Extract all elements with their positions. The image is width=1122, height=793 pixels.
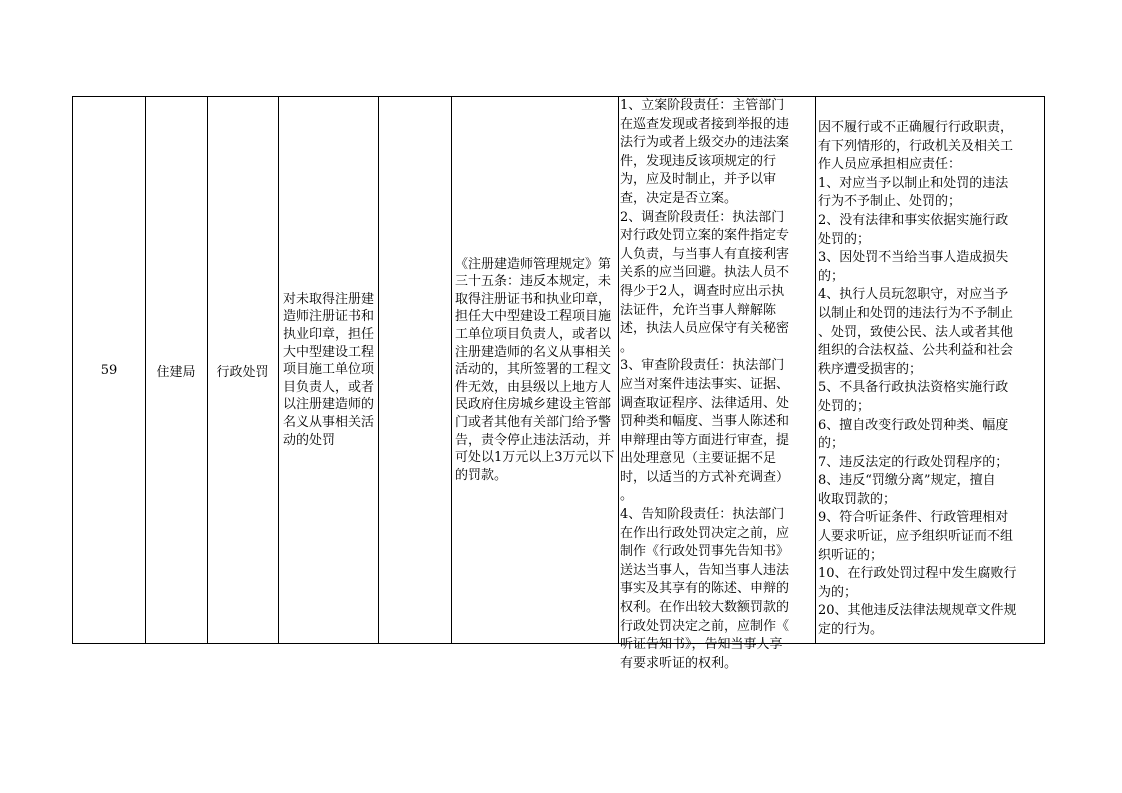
accountability-line: 、处罚，致使公民、法人或者其他 <box>818 324 1014 340</box>
accountability-line: 2、没有法律和事实依据实施行政 <box>818 212 1009 228</box>
responsibility-line: 送达当事人，告知当事人违法 <box>620 562 790 578</box>
accountability-line: 9、符合听证条件、行政管理相对 <box>818 510 1009 526</box>
accountability-line: 为的； <box>818 584 858 600</box>
responsibility-line: 在作出行政处罚决定之前，应 <box>620 525 790 541</box>
accountability-line: 处罚的； <box>818 231 871 247</box>
responsibility-line: 人负责，与当事人有直接利害 <box>620 246 790 262</box>
responsibility-line: 1、立案阶段责任：主管部门 <box>620 98 785 113</box>
responsibility-line: 得少于2人，调查时应出示执 <box>620 283 785 299</box>
accountability-line: 作人员应承担相应责任： <box>818 157 962 173</box>
responsibility-line: 。 <box>620 339 634 355</box>
responsibility-line: 2、调查阶段责任：执法部门 <box>620 209 785 225</box>
responsibility-line: 时，以适当的方式补充调查） <box>620 469 790 485</box>
responsibility-line: 事实及其享有的陈述、申辩的 <box>620 581 790 597</box>
accountability-line: 以制止和处罚的违法行为不予制止 <box>818 305 1014 321</box>
accountability-line: 收取罚款的； <box>818 491 897 507</box>
responsibility-line: 为，应及时制止，并予以审 <box>620 172 777 188</box>
responsibility-line: 应当对案件违法事实、证据、 <box>620 376 790 392</box>
responsibility-line: 罚种类和幅度、当事人陈述和 <box>620 414 790 430</box>
cell-department <box>145 97 207 643</box>
responsibility-line: 有要求听证的权利。 <box>620 655 738 671</box>
accountability-line: 秩序遭受损害的； <box>818 361 923 377</box>
accountability-line: 10、在行政处罚过程中发生腐败行 <box>818 566 1017 582</box>
row-number: 59 <box>100 362 118 378</box>
responsibility-line: 法证件，允许当事人辩解陈 <box>620 302 777 318</box>
responsibility-line: 法行为或者上级交办的违法案 <box>620 135 790 151</box>
cell-responsibility <box>618 97 815 671</box>
responsibility-line: 件，发现违反该项规定的行 <box>620 153 777 169</box>
accountability-line: 7、违反法定的行政处罚程序的； <box>818 454 1009 470</box>
item-name: 对未取得注册建造师注册证书和执业印章，担任大中型建设工程项目施工单位项目负责人，或者以注册建造师的名义从事相关活动的处罚 <box>283 291 375 448</box>
responsibility-line: 关系的应当回避。执法人员不 <box>620 265 790 281</box>
accountability-line: 4、执行人员玩忽职守，对应当予 <box>818 287 1009 303</box>
accountability-line: 8、违反“罚缴分离”规定，擅自 <box>818 473 996 489</box>
cell-item-name <box>278 97 378 643</box>
accountability-line: 20、其他违反法律法规规章文件规 <box>818 603 1017 619</box>
accountability-line: 处罚的； <box>818 398 871 414</box>
accountability-line: 6、擅自改变行政处罚种类、幅度 <box>818 417 1009 433</box>
accountability-line: 5、不具备行政执法资格实施行政 <box>818 380 1009 396</box>
cell-category <box>207 97 278 643</box>
responsibility-line: 调查取证程序、法律适用、处 <box>620 395 790 411</box>
accountability-line: 组织的合法权益、公共利益和社会 <box>818 343 1014 359</box>
responsibility-line: 查，决定是否立案。 <box>620 190 738 206</box>
department-name: 住建局 <box>156 364 196 380</box>
responsibility-line: 4、告知阶段责任：执法部门 <box>620 507 785 523</box>
responsibility-line: 出处理意见（主要证据不足 <box>620 451 777 467</box>
table-row <box>72 96 1045 671</box>
accountability-line: 的； <box>818 436 845 452</box>
responsibility-line: 。 <box>620 488 634 504</box>
responsibility-line: 行政处罚决定之前，应制作《 <box>620 618 790 634</box>
accountability-line: 有下列情形的，行政机关及相关工 <box>818 138 1014 154</box>
accountability-line: 因不履行或不正确履行行政职责， <box>818 120 1014 135</box>
responsibility-line: 述，执法人员应保守有关秘密 <box>620 321 790 337</box>
cell-basis <box>451 97 618 643</box>
accountability-line: 行为不予制止、处罚的； <box>818 194 962 210</box>
accountability-line: 定的行为。 <box>818 622 884 638</box>
responsibility-line: 3、审查阶段责任：执法部门 <box>620 358 785 374</box>
cell-accountability <box>815 97 1046 643</box>
responsibility-line: 权利。在作出较大数额罚款的 <box>620 600 790 616</box>
responsibility-line: 听证告知书》，告知当事人享 <box>620 637 783 653</box>
accountability-line: 3、因处罚不当给当事人造成损失 <box>818 250 1009 266</box>
accountability-line: 的； <box>818 268 845 284</box>
cell-sub-item <box>378 97 451 643</box>
cell-number <box>73 97 145 643</box>
accountability-line: 1、对应当予以制止和处罚的违法 <box>818 175 1009 191</box>
accountability-line: 人要求听证，应予组织听证而不组 <box>818 529 1014 545</box>
category-name: 行政处罚 <box>216 364 269 380</box>
accountability-line: 织听证的； <box>818 547 884 563</box>
responsibility-line: 在巡查发现或者接到举报的违 <box>620 116 790 132</box>
responsibility-line: 制作《行政处罚事先告知书》 <box>620 544 790 560</box>
legal-basis: 《注册建造师管理规定》第三十五条：违反本规定，未取得注册证书和执业印章，担任大中型建设工程项目施工单位项目负责人，或者以注册建造师的名义从事相关活动的，其所签署的工程文件无效，由县级以上地方人民政府住房城乡建设主管部门或者其他有关部门给予警告，责令停止违法活动，并可处以1万元以上3万元以下的罚款。 <box>455 256 615 483</box>
responsibility-line: 对行政处罚立案的案件指定专 <box>620 228 790 244</box>
responsibility-line: 申辩理由等方面进行审查，提 <box>620 432 790 448</box>
